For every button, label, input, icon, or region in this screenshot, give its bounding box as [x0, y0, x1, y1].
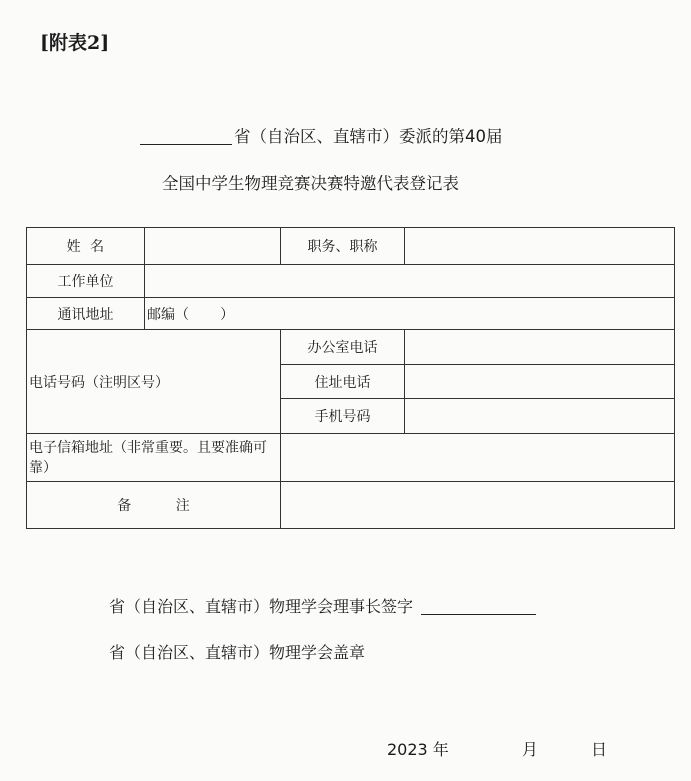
- mobile-field[interactable]: [405, 399, 675, 434]
- position-label: 职务、职称: [281, 228, 405, 265]
- date-year: 2023 年: [387, 740, 449, 759]
- date-day: 日: [591, 740, 608, 759]
- name-field[interactable]: [145, 228, 281, 265]
- signature-line: [109, 594, 536, 617]
- appendix-tag: [附表2]: [40, 32, 110, 54]
- postcode-text: 邮编（ ）: [147, 306, 235, 323]
- office-phone-field[interactable]: [405, 330, 675, 365]
- office-phone-label: 办公室电话: [281, 330, 405, 365]
- address-label: 通讯地址: [27, 298, 145, 330]
- remarks-field[interactable]: [281, 482, 675, 529]
- table-row: [27, 298, 675, 330]
- registration-form-table: [26, 227, 675, 529]
- form-title: 全国中学生物理竞赛决赛特邀代表登记表: [162, 174, 459, 193]
- title-line-1: [140, 123, 503, 147]
- position-field[interactable]: [405, 228, 675, 265]
- remarks-label-text: 备 注: [117, 498, 190, 514]
- name-label: [27, 228, 145, 265]
- phone-label: 电话号码（注明区号）: [27, 330, 281, 434]
- workplace-label: 工作单位: [27, 265, 145, 298]
- email-label: 电子信箱地址（非常重要。且要准确可靠）: [27, 434, 281, 482]
- signature-blank[interactable]: [421, 598, 536, 615]
- table-row: [27, 265, 675, 298]
- email-field[interactable]: [281, 434, 675, 482]
- signature-label: 省（自治区、直辖市）物理学会理事长签字: [109, 597, 414, 616]
- address-field[interactable]: [145, 298, 675, 330]
- date-month: 月: [521, 740, 538, 759]
- table-row: [27, 482, 675, 529]
- title-line-1-text: 省（自治区、直辖市）委派的第40届: [234, 127, 503, 146]
- table-row: [27, 228, 675, 265]
- table-row: [27, 434, 675, 482]
- date-line: [387, 737, 607, 760]
- stamp-label: 省（自治区、直辖市）物理学会盖章: [109, 643, 366, 662]
- mobile-label: 手机号码: [281, 399, 405, 434]
- home-phone-label: 住址电话: [281, 365, 405, 399]
- table-row: [27, 330, 675, 365]
- workplace-field[interactable]: [145, 265, 675, 298]
- name-label-text: 姓 名: [66, 239, 105, 255]
- remarks-label: [27, 482, 281, 529]
- home-phone-field[interactable]: [405, 365, 675, 399]
- province-blank[interactable]: [140, 128, 232, 145]
